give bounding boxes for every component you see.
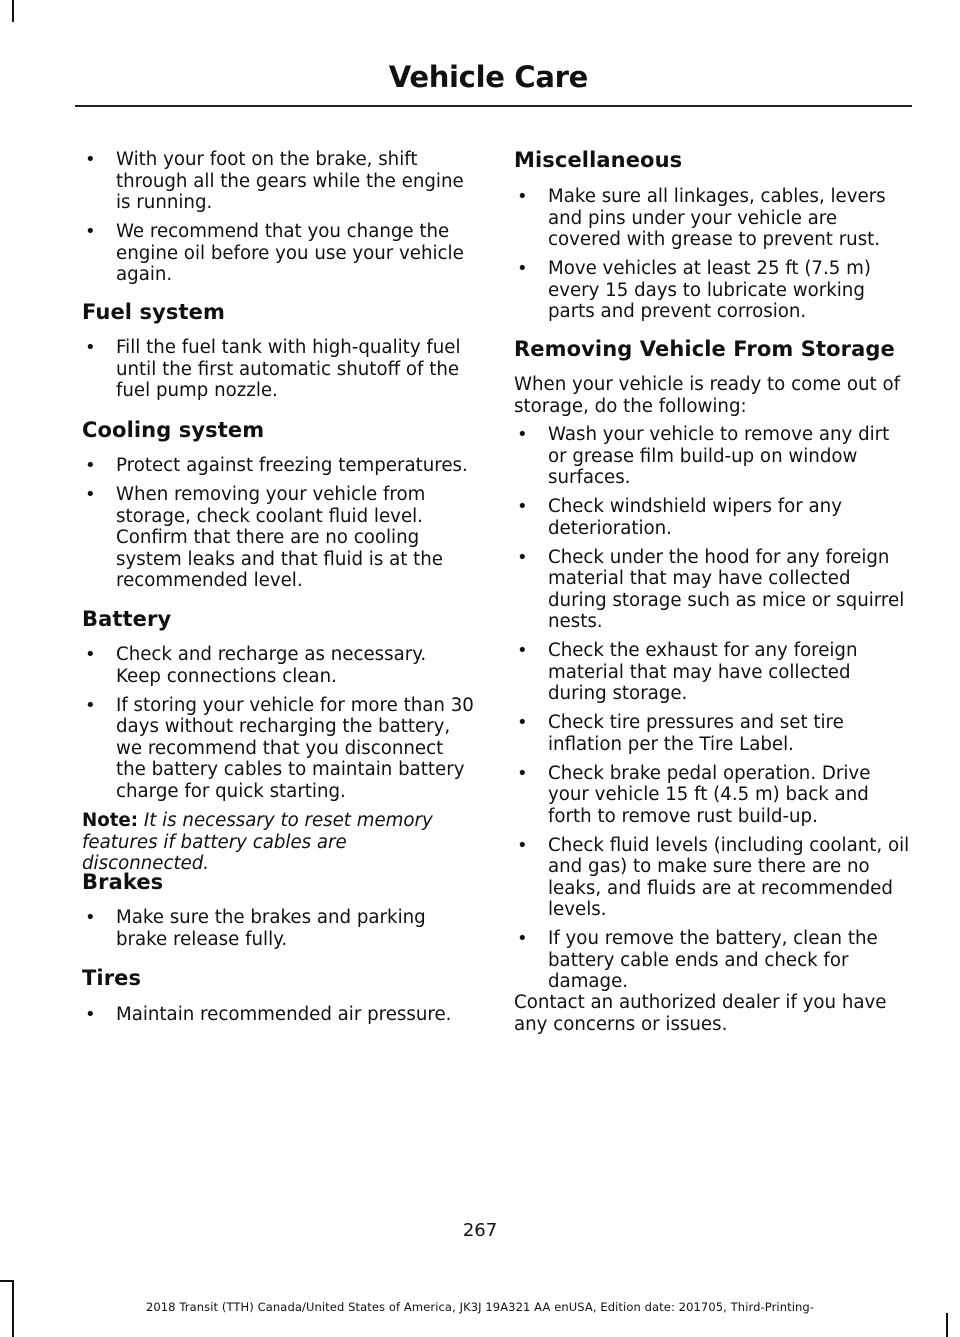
section-heading-battery: Battery	[82, 607, 172, 631]
bullet-icon: •	[85, 221, 96, 242]
list-item: • With your foot on the brake, shift through all the gears while the engine is running.	[85, 149, 464, 213]
section-heading-fuel: Fuel system	[82, 300, 225, 324]
section-heading-cooling: Cooling system	[82, 418, 265, 442]
page-number: 267	[462, 1220, 498, 1241]
list-item: • If you remove the battery, clean the battery cable ends and check for damage.	[517, 928, 878, 992]
bullet-icon: •	[517, 834, 528, 856]
list-item: • Check brake pedal operation. Drive your vehicle 15 ft (4.5 m) back and forth to remove rust build-up.	[517, 762, 871, 827]
list-item: • When removing your vehicle from storage, check coolant fluid level. Confirm that there are no cooling system leaks and that fluid is at the recommended level.	[85, 484, 444, 591]
bullet-icon: •	[517, 424, 528, 445]
cooling-list	[82, 455, 474, 599]
bullet-icon: •	[85, 484, 96, 505]
bullet-icon: •	[517, 928, 528, 949]
list-item: • Move vehicles at least 25 ft (7.5 m) every 15 days to lubricate working parts and prevent corrosion.	[517, 258, 871, 322]
list-item: • Protect against freezing temperatures.	[85, 455, 468, 476]
fuel-list	[82, 337, 474, 409]
list-item: • Check and recharge as necessary. Keep connections clean.	[85, 644, 427, 687]
list-item: • Maintain recommended air pressure.	[85, 1004, 452, 1025]
edition-footer: 2018 Transit (TTH) Canada/United States of America, JK3J 19A321 AA enUSA, Edition date: 201705, Third-Printing-	[145, 1300, 815, 1314]
page-title: Vehicle Care	[388, 60, 588, 94]
removing-list	[514, 424, 910, 1000]
bullet-icon: •	[517, 186, 528, 207]
list-item: • Fill the fuel tank with high-quality fuel until the first automatic shutoff of the fuel pump nozzle.	[85, 337, 461, 401]
bullet-icon: •	[85, 455, 96, 476]
bullet-icon: •	[517, 496, 528, 517]
note-label: Note:	[82, 810, 139, 831]
crop-mark-bottom-right	[946, 1313, 948, 1337]
removing-intro: When your vehicle is ready to come out of storage, do the following:	[514, 374, 901, 417]
bullet-icon: •	[517, 546, 528, 568]
list-item: • Check tire pressures and set tire inflation per the Tire Label.	[517, 712, 844, 755]
header-divider	[75, 105, 912, 107]
list-item: • Check windshield wipers for any deterioration.	[517, 496, 842, 539]
intro-list	[82, 149, 474, 293]
note-text: It is necessary to reset memory features if battery cables are disconnected.	[82, 810, 433, 874]
section-heading-tires: Tires	[82, 966, 142, 990]
closing-paragraph: Contact an authorized dealer if you have any concerns or issues.	[514, 992, 887, 1035]
tires-list	[82, 1004, 474, 1033]
bullet-icon: •	[85, 694, 96, 716]
brakes-list	[82, 907, 474, 958]
bullet-icon: •	[85, 644, 96, 665]
bullet-icon: •	[85, 149, 96, 170]
battery-list	[82, 644, 474, 810]
bullet-icon: •	[517, 762, 528, 784]
section-heading-miscellaneous: Miscellaneous	[514, 148, 683, 172]
bullet-icon: •	[85, 907, 96, 928]
battery-note	[82, 810, 474, 875]
crop-mark-bottom-left-horizontal	[0, 1280, 13, 1282]
list-item: • Check fluid levels (including coolant, oil and gas) to make sure there are no leaks, and fluids are at recommended levels.	[517, 834, 910, 920]
list-item: • Check the exhaust for any foreign material that may have collected during storage.	[517, 640, 858, 704]
crop-mark-top-left	[12, 0, 14, 22]
misc-list	[514, 186, 910, 330]
section-heading-brakes: Brakes	[82, 870, 164, 894]
bullet-icon: •	[517, 712, 528, 733]
list-item: • Make sure the brakes and parking brake release fully.	[85, 907, 426, 950]
list-item: • Make sure all linkages, cables, levers and pins under your vehicle are covered with grease to prevent rust.	[517, 186, 886, 250]
list-item: • We recommend that you change the engine oil before you use your vehicle again.	[85, 221, 464, 285]
bullet-icon: •	[517, 640, 528, 661]
bullet-icon: •	[85, 1004, 96, 1025]
list-item: • Wash your vehicle to remove any dirt or grease film build-up on window surfaces.	[517, 424, 890, 488]
bullet-icon: •	[85, 337, 96, 358]
list-item: • If storing your vehicle for more than 30 days without recharging the battery, we recommend that you disconnect the battery cables to maintain battery charge for quick starting.	[85, 694, 474, 802]
section-heading-removing-storage: Removing Vehicle From Storage	[514, 337, 895, 361]
bullet-icon: •	[517, 258, 528, 279]
list-item: • Check under the hood for any foreign material that may have collected during storage such as mice or squirrel nests.	[517, 546, 905, 632]
